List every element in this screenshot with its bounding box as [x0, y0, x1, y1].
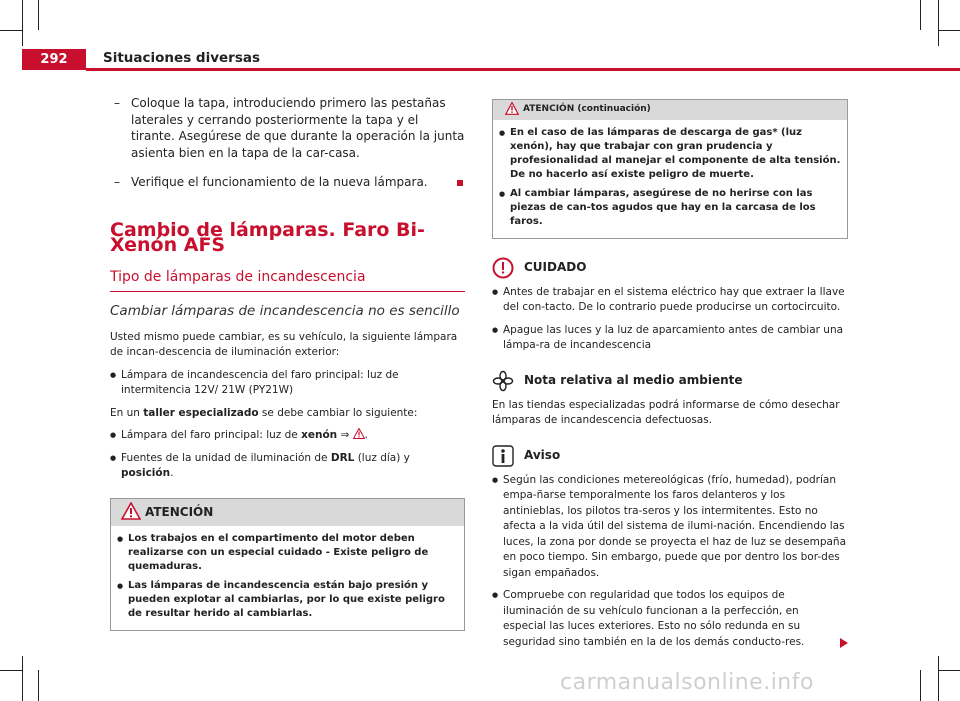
caution-item: ● Antes de trabajar en el sistema eléctrico hay que extraer la llave del con-tacto. De lo contrario puede producirse un cortocircuito.	[492, 285, 848, 316]
text-run: Fuentes de la unidad de iluminación de	[121, 451, 331, 464]
caution-title: CUIDADO	[524, 259, 587, 274]
step-item	[110, 174, 465, 191]
warning-continued-title: ATENCIÓN (continuación)	[523, 104, 651, 114]
watermark: carmanualsonline.info	[560, 670, 814, 695]
warning-ref-icon[interactable]	[353, 428, 365, 439]
reference-arrow: ⇒	[337, 429, 353, 441]
section-end-marker	[457, 180, 463, 186]
step-item	[110, 95, 465, 161]
left-column	[110, 95, 465, 631]
environment-flower-icon	[492, 370, 514, 392]
step-text: Coloque la tapa, introduciendo primero las pestañas laterales y cerrando posteriormente la tapa y el tirante. Asegúrese de que durante la operación la junta asienta bien en la tapa de la car-casa.	[131, 96, 465, 160]
intro-paragraph: Usted mismo puede cambiar, es su vehículo, la siguiente lámpara de incan-descencia de iluminación exterior:	[110, 330, 458, 358]
list-item	[110, 451, 465, 482]
bold-text: DRL	[330, 451, 355, 464]
notice-heading	[492, 445, 848, 467]
text-run: .	[170, 467, 174, 479]
bold-text: taller especializado	[143, 406, 259, 419]
continue-arrow-icon	[840, 638, 848, 648]
notice-item: ● Según las condiciones metereológicas (frío, humedad), podrían empa-ñarse temporalmente los faros delanteros y los antinieblas, los pilotos tra-seros y los intermitentes. Esto no afecta a la vida útil del sistema de ilumi-nación. Encendiendo las luces, la zona por donde se proyecta el haz de luz se desempaña en poco tiempo. Sin embargo, puede que por dentro los bor-des sigan empañados.	[492, 473, 848, 582]
warning-continued-header	[493, 100, 847, 120]
environment-text: En las tiendas especializadas podrá informarse de cómo desechar lámparas de incandescencia defectuosas.	[492, 398, 840, 426]
environment-heading	[492, 370, 848, 392]
text-run: .	[364, 429, 368, 441]
list-item	[110, 428, 465, 444]
warning-box	[110, 498, 465, 632]
warning-continued-box	[492, 99, 848, 239]
warning-item: ● Los trabajos en el compartimento del motor deben realizarse con un especial cuidado - Existe peligro de quemaduras.	[117, 532, 458, 574]
section-heading: Tipo de lámparas de incandescencia	[110, 270, 465, 293]
section-title: Situaciones diversas	[103, 50, 261, 66]
dash-marker: –	[114, 175, 120, 189]
text-run: se debe cambiar lo siguiente:	[258, 406, 418, 419]
caution-icon	[492, 257, 514, 279]
warning-header	[111, 499, 464, 527]
header-rule	[86, 68, 960, 71]
warning-title: ATENCIÓN	[145, 504, 214, 519]
chapter-heading: Cambio de lámparas. Faro Bi-Xenón AFS	[110, 218, 425, 256]
bold-text: xenón	[301, 429, 338, 441]
warning-body	[111, 526, 464, 630]
info-notice-icon	[492, 445, 514, 467]
notice-title: Aviso	[524, 447, 561, 462]
notice-item	[492, 588, 848, 650]
dash-marker: –	[114, 96, 120, 110]
warning-continued-body	[493, 120, 847, 238]
text-run: Lámpara del faro principal: luz de	[121, 429, 302, 441]
environment-title: Nota relativa al medio ambiente	[524, 372, 743, 387]
warning-icon	[505, 102, 519, 115]
list-item: ● Lámpara de incandescencia del faro principal: luz de intermitencia 12V/ 21W (PY21W)	[110, 368, 465, 399]
caution-item: ● Apague las luces y la luz de aparcamiento antes de cambiar una lámpa-ra de incandescencia	[492, 323, 848, 354]
text-run: (luz día) y	[354, 451, 410, 464]
page-number: 292	[22, 49, 86, 70]
warning-item: ● Al cambiar lámparas, asegúrese de no herirse con las piezas de can-tos agudos que hay en la carcasa de los faros.	[499, 187, 841, 229]
text-run: En un	[110, 406, 144, 419]
subsection-heading: Cambiar lámparas de incandescencia no es sencillo	[110, 303, 460, 319]
text-run: Compruebe con regularidad que todos los equipos de iluminación de su vehículo funcionan a la perfección, en especial las luces exteriores. Esto no sólo redunda en su seguridad sino también en la de los demás conducto-res.	[503, 589, 805, 648]
caution-heading	[492, 257, 848, 279]
warning-icon	[121, 502, 141, 520]
warning-item: ● En el caso de las lámparas de descarga de gas* (luz xenón), hay que trabajar con gran prudencia y profesionalidad al manejar el componente de alta tensión. De no hacerlo así existe peligro de muerte.	[499, 126, 841, 182]
workshop-paragraph	[110, 406, 465, 422]
warning-item: ● Las lámparas de incandescencia están bajo presión y pueden explotar al cambiarlas, por lo que existe peligro de resultar herido al cambiarlas.	[117, 579, 458, 621]
bold-text: posición	[121, 467, 171, 479]
right-column	[492, 99, 848, 657]
step-text: Verifique el funcionamiento de la nueva lámpara.	[131, 175, 428, 189]
